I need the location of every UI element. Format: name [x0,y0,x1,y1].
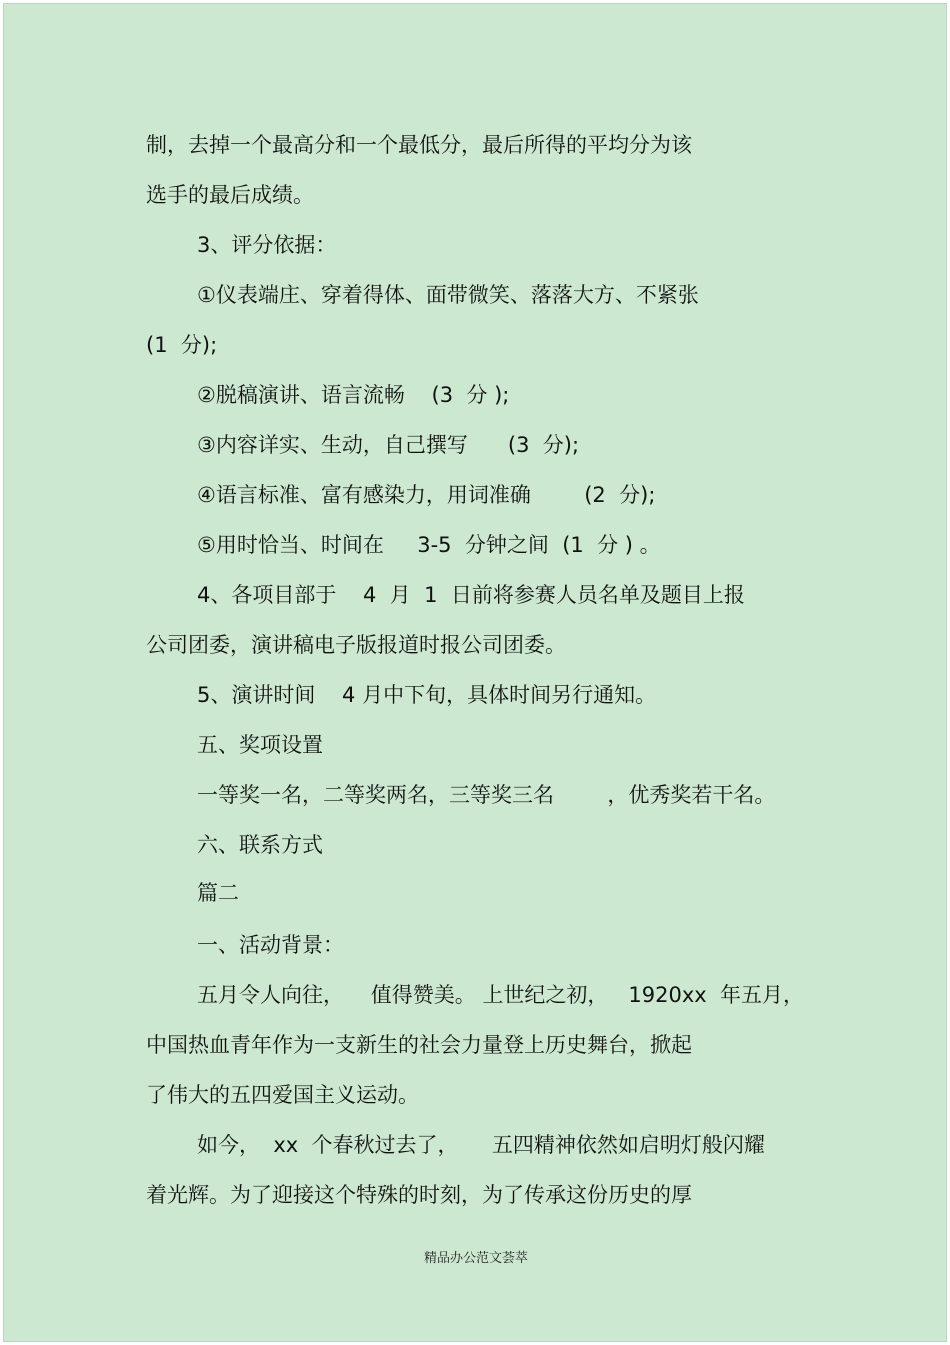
body-line-6: ②脱稿演讲、语言流畅 (3 分 ); [197,383,510,407]
body-line-22: 着光辉。为了迎接这个特殊的时刻，为了传承这份历史的厚 [146,1183,692,1207]
body-line-2: 选手的最后成绩。 [146,183,314,207]
body-line-4: ①仪表端庄、穿着得体、面带微笑、落落大方、不紧张 [197,283,699,307]
body-line-5: (1 分); [146,333,218,357]
body-line-10: 4、各项目部于 4 月 1 日前将参赛人员名单及题目上报 [197,583,745,607]
document-page [3,3,947,1342]
body-line-8: ④语言标准、富有感染力，用词准确 (2 分); [197,483,656,507]
body-line-21: 如今， xx 个春秋过去了， 五四精神依然如启明灯般闪耀 [197,1133,765,1157]
body-line-18: 五月令人向往， 值得赞美。 上世纪之初， 1920xx 年五月， [197,983,805,1007]
body-line-7: ③内容详实、生动，自己撰写 (3 分); [197,433,580,457]
body-line-14: 一等奖一名，二等奖两名，三等奖三名 ，优秀奖若干名。 [197,783,776,807]
body-line-20: 了伟大的五四爱国主义运动。 [146,1083,419,1107]
page-footer: 精品办公范文荟萃 [423,1251,528,1266]
body-line-19: 中国热血青年作为一支新生的社会力量登上历史舞台，掀起 [146,1033,692,1057]
section-heading-contact: 六、联系方式 [197,833,323,857]
body-line-9: ⑤用时恰当、时间在 3-5 分钟之间 (1 分 ) 。 [197,533,661,557]
body-line-1: 制，去掉一个最高分和一个最低分，最后所得的平均分为该 [146,133,692,157]
body-line-11: 公司团委，演讲稿电子版报道时报公司团委。 [146,633,566,657]
part-heading: 篇二 [197,881,239,905]
body-line-3: 3、评分依据： [197,233,337,257]
section-heading-background: 一、活动背景： [197,933,344,957]
body-line-12: 5、演讲时间 4 月中下旬，具体时间另行通知。 [197,683,657,707]
section-heading-awards: 五、奖项设置 [197,733,323,757]
